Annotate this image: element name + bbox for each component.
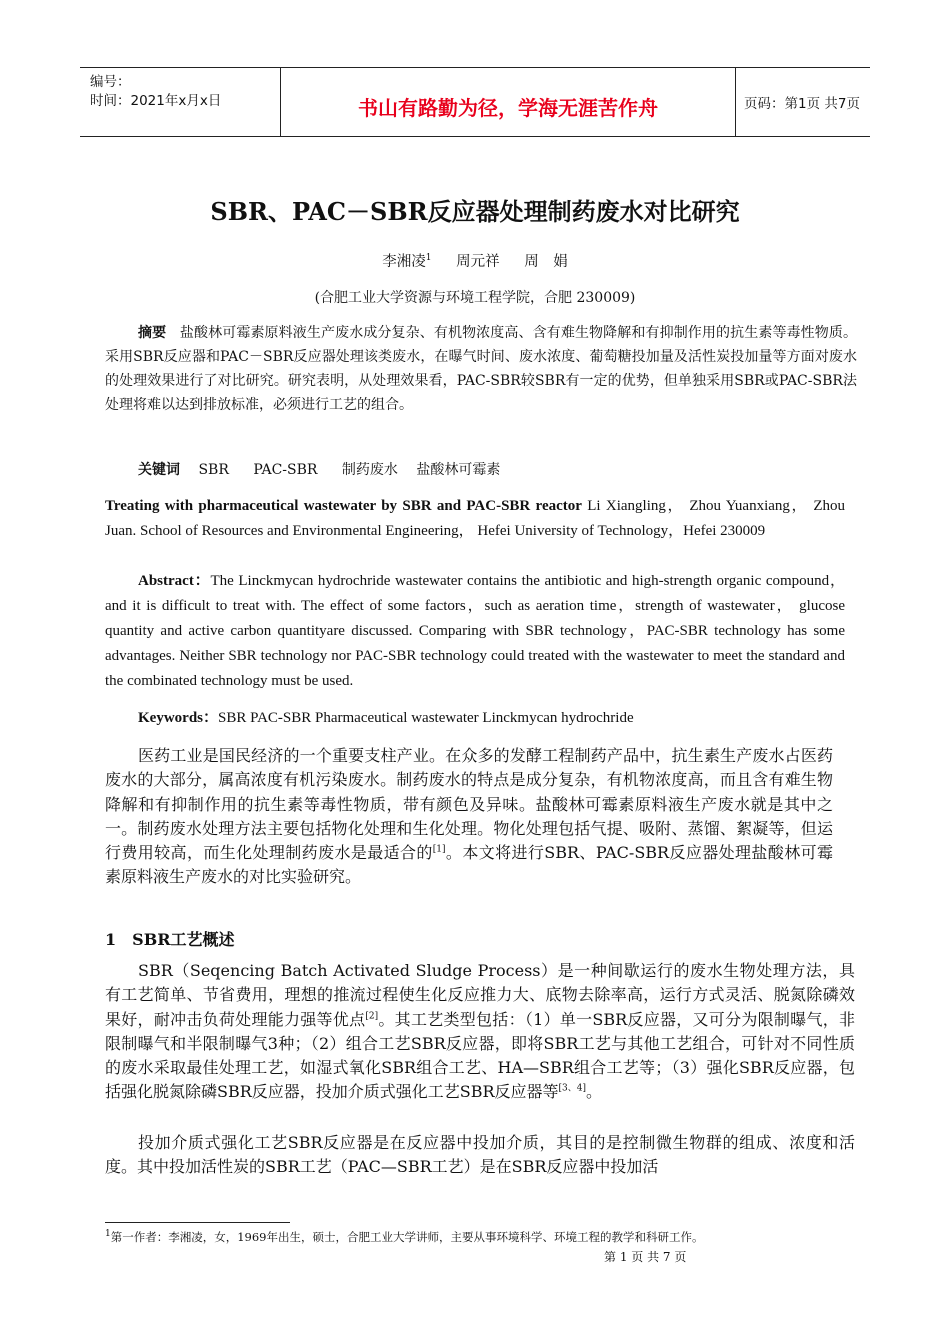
footnote bbox=[105, 1229, 704, 1245]
english-abstract-paragraph bbox=[105, 569, 845, 694]
english-abstract-text: The Linckmycan hydrochride wastewater contains the antibiotic and high-strength organic compound，and it is difficult to treat with. The effect of some factors，such as aeration time，strength of wastewater， glucose quantity and active carbon quantityare discussed. Comparing with SBR technology，PAC-SBR technology has some advantages. Neither SBR technology nor PAC-SBR technology could treated with the wastewater to meet the standard and the combinated technology must be used. bbox=[105, 573, 845, 689]
keyword-3: 制药废水 bbox=[341, 462, 398, 478]
keyword-2: PAC-SBR bbox=[253, 462, 318, 478]
keyword-1: SBR bbox=[198, 462, 229, 478]
intro-text-1: 医药工业是国民经济的一个重要支柱产业。在众多的发酵工程制药产品中，抗生素生产废水占医药废水的大部分，属高浓度有机污染废水。制药废水的特点是成分复杂，有机物浓度高，而且含有难生物降解和有抑制作用的抗生素等毒性物质，带有颜色及异味。盐酸林可霉素原料液生产废水就是其中之一。制药废水处理方法主要包括物化处理和生化处理。物化处理包括气提、吸附、蒸馏、絮凝等，但运行费用较高，而生化处理制药废水是最适合的 bbox=[105, 746, 833, 863]
sbr-paragraph bbox=[105, 959, 855, 1105]
sbr-text-2: 。其工艺类型包括：（1）单一SBR反应器，又可分为限制曝气，非限制曝气和半限制曝气3种；（2）组合工艺SBR反应器，即将SBR工艺与其他工艺组合，可针对不同性质的废水采取最佳处理工艺，如湿式氧化SBR组合工艺、HA—SBR组合工艺等；（3）强化SBR反应器，包括强化脱氮除磷SBR反应器，投加介质式强化工艺SBR反应器等 bbox=[105, 1009, 855, 1102]
english-title-block bbox=[105, 494, 845, 544]
english-keywords-line bbox=[105, 706, 845, 731]
author-note-mark: 1 bbox=[425, 253, 432, 264]
affiliation: (合肥工业大学资源与环境工程学院，合肥 230009) bbox=[314, 290, 636, 306]
sbr-ref-1: [2] bbox=[365, 1011, 379, 1022]
number-label: 编号： bbox=[90, 74, 131, 90]
author-3: 周 娟 bbox=[524, 254, 568, 270]
author-2: 周元祥 bbox=[456, 254, 500, 270]
paper-title: SBR、PAC－SBR反应器处理制药废水对比研究 bbox=[210, 197, 740, 226]
header-motto-cell bbox=[280, 68, 736, 136]
intro-ref: [1] bbox=[432, 844, 446, 855]
english-keywords-label: Keywords： bbox=[138, 710, 218, 726]
header-table bbox=[80, 67, 870, 137]
keyword-4: 盐酸林可霉素 bbox=[416, 462, 501, 478]
abstract-label: 摘要 bbox=[138, 325, 167, 341]
intro-text-2: 。本文将进行SBR、PAC-SBR反应器处理盐酸林可霉素原料液生产废水的对比实验研究。 bbox=[105, 843, 833, 887]
keywords-line bbox=[105, 458, 857, 482]
footnote-mark: 1 bbox=[105, 1229, 111, 1240]
english-abstract-label: Abstract： bbox=[138, 573, 211, 589]
footnote-rule bbox=[105, 1222, 290, 1223]
abstract-paragraph bbox=[105, 321, 857, 417]
motto: 书山有路勤为径，学海无涯苦作舟 bbox=[358, 96, 658, 120]
english-authors-affiliation: Li Xiangling， Zhou Yuanxiang， Zhou Juan. School of Resources and Environmental Engineering， Hefei University of Technology，Hefei 230009 bbox=[105, 498, 846, 539]
abstract-text: 盐酸林可霉素原料液生产废水成分复杂、有机物浓度高、含有难生物降解和有抑制作用的抗生素等毒性物质。采用SBR反应器和PAC－SBR反应器处理该类废水，在曝气时间、废水浓度、葡萄糖投加量及活性炭投加量等方面对废水的处理效果进行了对比研究。研究表明，从处理效果看，PAC-SBR较SBR有一定的优势，但单独采用SBR或PAC-SBR法处理将难以达到排放标准，必须进行工艺的组合。 bbox=[105, 325, 858, 413]
pac-paragraph: 投加介质式强化工艺SBR反应器是在反应器中投加介质，其目的是控制微生物群的组成、浓度和活度。其中投加活性炭的SBR工艺（PAC—SBR工艺）是在SBR反应器中投加活 bbox=[105, 1133, 855, 1177]
sbr-ref-2: [3、4] bbox=[558, 1084, 587, 1095]
time-label: 时间：2021年x月x日 bbox=[90, 93, 222, 109]
intro-paragraph bbox=[105, 744, 833, 890]
author-1: 李湘凌 bbox=[382, 254, 426, 270]
page-label: 页码：第1页 共7页 bbox=[744, 96, 860, 112]
english-keywords-text: SBR PAC-SBR Pharmaceutical wastewater Linckmycan hydrochride bbox=[218, 710, 634, 726]
header-right-cell bbox=[735, 68, 870, 136]
sbr-text-1: SBR（Seqencing Batch Activated Sludge Process）是一种间歇运行的废水生物处理方法，具有工艺简单、节省费用，理想的推流过程使生化反应推力大、底物去除率高，运行方式灵活、脱氮除磷效果好，耐冲击负荷处理能力强等优点 bbox=[105, 961, 855, 1029]
sbr-text-3: 。 bbox=[586, 1082, 603, 1102]
header-left-cell bbox=[80, 68, 280, 136]
authors bbox=[0, 250, 950, 271]
section-1-heading: 1 SBR工艺概述 bbox=[105, 930, 235, 949]
english-title: Treating with pharmaceutical wastewater by SBR and PAC-SBR reactor bbox=[105, 498, 582, 514]
keywords-label: 关键词 bbox=[138, 462, 180, 478]
page-footer: 第 1 页 共 7 页 bbox=[604, 1250, 687, 1264]
footnote-text: 第一作者：李湘凌，女，1969年出生，硕士，合肥工业大学讲师，主要从事环境科学、环境工程的教学和科研工作。 bbox=[110, 1230, 704, 1244]
